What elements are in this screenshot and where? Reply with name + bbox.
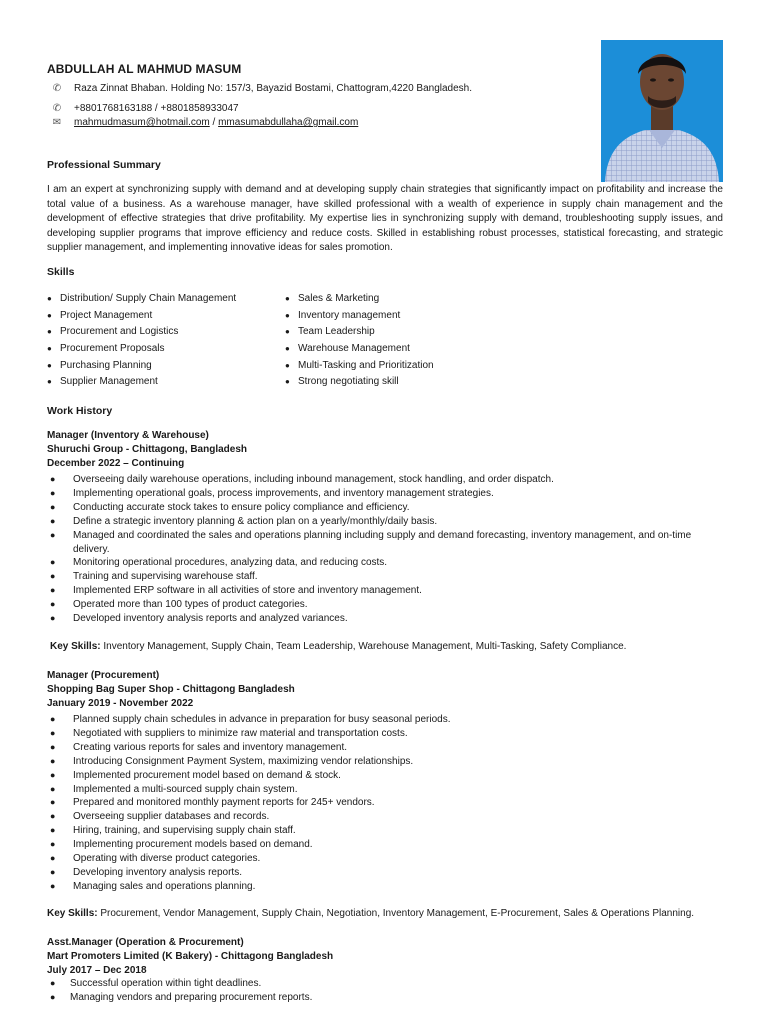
skill-item: ● Supplier Management <box>47 376 158 388</box>
bullet-icon: ● <box>50 501 56 512</box>
list-item: ● Overseeing supplier databases and records. <box>47 810 727 824</box>
email-separator: / <box>209 117 219 128</box>
job-role: Manager (Procurement) <box>47 670 160 681</box>
bullet-icon: ● <box>50 571 56 582</box>
candidate-name: ABDULLAH AL MAHMUD MASUM <box>47 62 242 76</box>
bullet-icon: ● <box>50 515 56 526</box>
key-skills-label: Key Skills: <box>50 641 101 652</box>
bullet-icon: ● <box>50 474 56 484</box>
address-line <box>50 83 472 94</box>
key-skills-text: Inventory Management, Supply Chain, Team Leadership, Warehouse Management, Multi-Tasking, Safety Compliance. <box>103 641 627 652</box>
bullet-icon: ● <box>285 360 290 370</box>
skill-item: ● Project Management <box>47 309 153 321</box>
list-item: ● Implementing operational goals, process improvements, and inventory management strategies. <box>47 487 727 501</box>
job-company: Shuruchi Group - Chittagong, Bangladesh <box>47 444 247 455</box>
skill-item: ● Team Leadership <box>285 326 375 338</box>
bullet-icon: ● <box>50 853 56 864</box>
job-dates: July 2017 – Dec 2018 <box>47 965 147 976</box>
summary-heading: Professional Summary <box>47 159 161 171</box>
list-item: ● Introducing Consignment Payment System, maximizing vendor relationships. <box>47 755 727 769</box>
skill-item: ● Distribution/ Supply Chain Management <box>47 292 237 304</box>
bullet-icon: ● <box>50 599 56 610</box>
job-dates: January 2019 - November 2022 <box>47 698 194 709</box>
job-role: Manager (Inventory & Warehouse) <box>47 430 209 441</box>
list-item: ● Conducting accurate stock takes to ensure policy compliance and efficiency. <box>47 501 727 515</box>
skills-list-left <box>47 290 236 390</box>
key-skills-text: Procurement, Vendor Management, Supply Chain, Negotiation, Inventory Management, E-Procurement, Sales & Operations Planning. <box>100 908 695 919</box>
list-item: ● Planned supply chain schedules in advance in preparation for busy seasonal periods. <box>47 713 727 727</box>
list-item: ● Managing vendors and preparing procurement reports. <box>47 991 727 1005</box>
skills-list-right <box>285 290 434 390</box>
bullet-icon: ● <box>47 293 52 303</box>
email-icon: ✉ <box>52 117 62 128</box>
list-item: ● Implemented a multi-sourced supply chain system. <box>47 783 727 797</box>
job-bullets <box>47 473 727 626</box>
key-skills-line <box>47 908 694 919</box>
job-company: Mart Promoters Limited (K Bakery) - Chittagong Bangladesh <box>47 951 334 962</box>
bullet-icon: ● <box>50 783 56 794</box>
list-item: ● Monitoring operational procedures, analyzing data, and reducing costs. <box>47 556 727 570</box>
bullet-icon: ● <box>47 310 52 320</box>
list-item: ● Training and supervising warehouse staff. <box>47 570 727 584</box>
job-company: Shopping Bag Super Shop - Chittagong Bangladesh <box>47 684 295 695</box>
email-link-primary[interactable]: mahmudmasum@hotmail.com <box>74 117 210 128</box>
list-item: ● Overseeing daily warehouse operations, including inbound management, stock handling, and order dispatch. <box>47 473 727 487</box>
key-skills-line <box>50 641 626 652</box>
bullet-icon: ● <box>50 487 56 498</box>
skills-heading: Skills <box>47 266 75 278</box>
profile-photo-image <box>601 40 723 182</box>
bullet-icon: ● <box>50 880 56 891</box>
list-item: ● Managing sales and operations planning. <box>47 880 727 894</box>
skill-item: ● Multi-Tasking and Prioritization <box>285 359 434 371</box>
list-item: ● Successful operation within tight deadlines. <box>47 977 727 991</box>
bullet-icon: ● <box>47 360 52 370</box>
list-item: ● Operating with diverse product categories. <box>47 852 727 866</box>
list-item: ● Creating various reports for sales and inventory management. <box>47 741 727 755</box>
skill-item: ● Warehouse Management <box>285 342 410 354</box>
location-icon: ✆ <box>52 83 62 94</box>
list-item: ● Prepared and monitored monthly payment reports for 245+ vendors. <box>47 796 727 810</box>
phone-text: +8801768163188 / +8801858933047 <box>74 103 239 114</box>
skill-item: ● Procurement and Logistics <box>47 326 179 338</box>
skill-item: ● Sales & Marketing <box>285 292 380 304</box>
skill-item: ● Purchasing Planning <box>47 359 152 371</box>
job-header <box>47 429 247 471</box>
bullet-icon: ● <box>50 797 56 808</box>
bullet-icon: ● <box>47 327 52 337</box>
skill-item: ● Inventory management <box>285 309 401 321</box>
list-item: ● Developed inventory analysis reports and analyzed variances. <box>47 612 727 626</box>
list-item: ● Managed and coordinated the sales and operations planning including supply and demand forecasting, inventory management, and on-time delivery. <box>47 529 727 557</box>
list-item: ● Hiring, training, and supervising supply chain staff. <box>47 824 727 838</box>
bullet-icon: ● <box>285 343 290 353</box>
list-item: ● Developing inventory analysis reports. <box>47 866 727 880</box>
job-role: Asst.Manager (Operation & Procurement) <box>47 937 244 948</box>
job-header <box>47 669 295 711</box>
job-bullets <box>47 713 727 894</box>
list-item: ● Negotiated with suppliers to minimize raw material and transportation costs. <box>47 727 727 741</box>
bullet-icon: ● <box>50 727 56 738</box>
bullet-icon: ● <box>50 991 56 1002</box>
bullet-icon: ● <box>50 741 56 752</box>
work-history-heading: Work History <box>47 405 113 417</box>
bullet-icon: ● <box>50 811 56 822</box>
bullet-icon: ● <box>50 585 56 596</box>
bullet-icon: ● <box>50 529 56 540</box>
summary-text: I am an expert at synchronizing supply with demand and at developing supply chain strategies that significantly impact on profitability and increase the total value of a business. As a warehouse manager, have skilled professional with a wealth of experience in supply chain management and the development of effective strategies that drive profitability. My expertise lies in synchronizing supply with demand, troubleshooting supply issues, and developing supplier programs that improve efficiency and reduce costs. Skilled in establishing robust processes, statistical forecasting, and strategic supplier management, and implementing innovative ideas for sales promotion. <box>47 184 723 253</box>
bullet-icon: ● <box>50 557 56 568</box>
bullet-icon: ● <box>50 978 56 988</box>
bullet-icon: ● <box>50 755 56 766</box>
bullet-icon: ● <box>285 293 290 303</box>
bullet-icon: ● <box>47 343 52 353</box>
phone-line <box>50 103 239 114</box>
list-item: ● Implemented ERP software in all activities of store and inventory management. <box>47 584 727 598</box>
bullet-icon: ● <box>285 310 290 320</box>
bullet-icon: ● <box>50 714 56 724</box>
list-item: ● Implemented procurement model based on demand & stock. <box>47 769 727 783</box>
job-bullets <box>47 977 727 1005</box>
job-header <box>47 936 333 978</box>
list-item: ● Implementing procurement models based on demand. <box>47 838 727 852</box>
bullet-icon: ● <box>47 377 52 387</box>
skill-item: ● Strong negotiating skill <box>285 376 399 388</box>
key-skills-label: Key Skills: <box>47 908 98 919</box>
bullet-icon: ● <box>50 769 56 780</box>
bullet-icon: ● <box>285 327 290 337</box>
bullet-icon: ● <box>50 825 56 836</box>
bullet-icon: ● <box>50 839 56 850</box>
list-item: ● Define a strategic inventory planning & action plan on a yearly/monthly/daily basis. <box>47 515 727 529</box>
address-text: Raza Zinnat Bhaban. Holding No: 157/3, Bayazid Bostami, Chattogram,4220 Bangladesh. <box>74 83 473 94</box>
job-dates: December 2022 – Continuing <box>47 458 185 469</box>
list-item: ● Operated more than 100 types of product categories. <box>47 598 727 612</box>
email-link-secondary[interactable]: mmasumabdullaha@gmail.com <box>218 117 359 128</box>
phone-icon: ✆ <box>52 103 62 114</box>
email-line <box>50 117 358 128</box>
bullet-icon: ● <box>285 377 290 387</box>
profile-photo <box>601 40 723 182</box>
bullet-icon: ● <box>50 866 56 877</box>
bullet-icon: ● <box>50 613 56 624</box>
skill-item: ● Procurement Proposals <box>47 342 165 354</box>
